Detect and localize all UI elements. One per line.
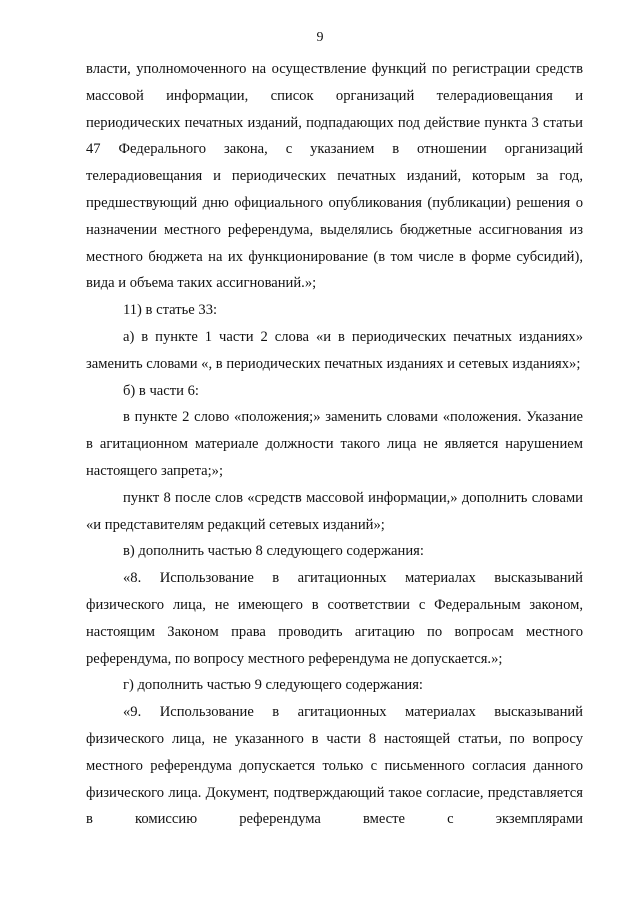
paragraph-subitem-b: б) в части 6:	[123, 382, 199, 399]
paragraph-point-2: в пункте 2 слово «положения;» заменить словами «положения. Указание в агитационном материале должности такого лица не является нарушением настоящего запрета;»;	[86, 409, 583, 479]
paragraph-continuation: власти, уполномоченного на осуществление функций по регистрации средств массовой информации, список организаций телерадиовещания и периодических печатных изданий, подпадающих под действие пункта 3 статьи 47 Федерального закона, с указанием в отношении организаций телерадиовещания и периодических печатных изданий, которым за год, предшествующий дню официального опубликования (публикации) решения о назначении местного референдума, выделялись бюджетные ассигнования из местного бюджета на их функционирование (в том числе в форме субсидий), вида и объема таких ассигнований.»;	[86, 61, 583, 292]
paragraph-subitem-a: а) в пункте 1 части 2 слова «и в периодических печатных изданиях» заменить словами «, в периодических печатных изданиях и сетевых изданиях»;	[86, 328, 583, 372]
paragraph-item-11: 11) в статье 33:	[123, 302, 218, 319]
paragraph-part-9: «9. Использование в агитационных материалах высказываний физического лица, не указанного в части 8 настоящей статьи, по вопросу местного референдума допускается только с письменного согласия данного физического лица. Документ, подтверждающий такое согласие, представляется в комиссию референдума вместе с экземплярами	[86, 704, 583, 828]
document-body	[86, 56, 583, 833]
paragraph-part-8: «8. Использование в агитационных материалах высказываний физического лица, не имеющего в соответствии с Федеральным законом, настоящим Законом права проводить агитацию по вопросам местного референдума, по вопросу местного референдума не допускается.»;	[86, 570, 583, 667]
page-number: 9	[316, 30, 324, 45]
paragraph-subitem-v: в) дополнить частью 8 следующего содержания:	[123, 543, 424, 560]
paragraph-subitem-g: г) дополнить частью 9 следующего содержания:	[123, 677, 423, 694]
paragraph-point-8: пункт 8 после слов «средств массовой информации,» дополнить словами «и представителям редакций сетевых изданий»;	[86, 489, 583, 533]
